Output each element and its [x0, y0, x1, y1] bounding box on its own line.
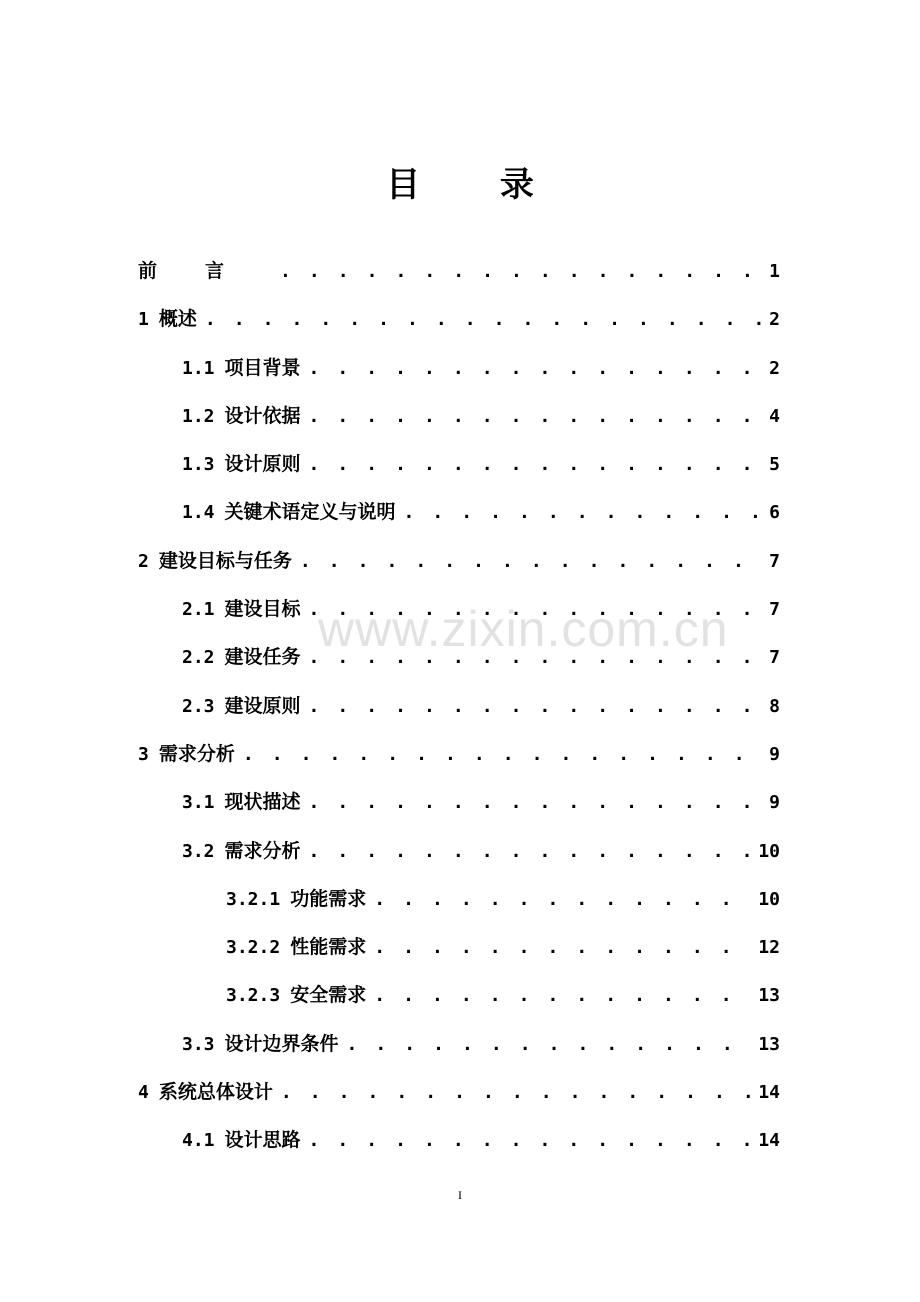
toc-entry-text: 建设目标: [224, 598, 301, 621]
toc-entry-text: 功能需求: [290, 887, 367, 910]
toc-entry[interactable]: [138, 497, 780, 545]
toc-page-number: 7: [769, 647, 780, 669]
toc-entry-number: 2.2: [182, 647, 215, 669]
toc-page-number: 2: [769, 309, 780, 331]
toc-leader-dots: [243, 744, 763, 765]
toc-entry-number: 1.1: [182, 357, 215, 379]
toc-entry-text: 设计依据: [224, 404, 301, 427]
toc-entry-text-char: 前: [138, 260, 206, 282]
toc-page-number: 9: [769, 743, 780, 765]
toc-entry-number: 2.3: [182, 695, 215, 717]
toc-entry[interactable]: [138, 304, 780, 352]
toc-leader-dots: [347, 1034, 753, 1055]
toc-entry-text: 安全需求: [290, 984, 367, 1007]
toc-entry-number: 3.2.3: [226, 985, 281, 1007]
toc-entry[interactable]: [138, 836, 780, 884]
toc-entry-text: 设计边界条件: [224, 1032, 339, 1055]
toc-entry-text: 概述: [158, 308, 197, 331]
toc-leader-dots: [281, 1082, 752, 1103]
toc-leader-dots: [309, 1130, 753, 1151]
toc-page-number: 14: [758, 1130, 780, 1152]
toc-entry[interactable]: [138, 642, 780, 690]
footer-page-number: I: [458, 1188, 462, 1202]
toc-entry-text: 建设目标与任务: [158, 549, 292, 572]
toc-entry-number: 4: [138, 1082, 149, 1104]
toc-entry-text: 建设任务: [224, 646, 301, 669]
toc-entry[interactable]: [138, 980, 780, 1028]
toc-entry[interactable]: [138, 787, 780, 835]
toc-page-number: 7: [769, 550, 780, 572]
toc-entry[interactable]: [138, 932, 780, 980]
toc-page-number: 6: [769, 502, 780, 524]
toc-entry-text: 现状描述: [224, 791, 301, 814]
toc-entry-number: 4.1: [182, 1130, 215, 1152]
toc-entry-text: 需求分析: [224, 839, 301, 862]
toc-entry-text: 关键术语定义与说明: [224, 501, 396, 524]
toc-leader-dots: [280, 261, 763, 282]
toc-page-number: 14: [758, 1082, 780, 1104]
toc-entry-text: 设计原则: [224, 453, 301, 476]
table-of-contents: [138, 256, 780, 1174]
toc-page-number: 10: [758, 888, 780, 910]
toc-entry-number: 3.1: [182, 792, 215, 814]
toc-leader-dots: [309, 454, 764, 475]
toc-entry[interactable]: [138, 546, 780, 594]
toc-page-number: 13: [758, 985, 780, 1007]
toc-entry-text: 系统总体设计: [158, 1081, 273, 1104]
toc-entry-number: 3.2: [182, 840, 215, 862]
toc-page-number: 2: [769, 357, 780, 379]
toc-entry-number: 3.2.1: [226, 888, 281, 910]
toc-page-number: 8: [769, 695, 780, 717]
toc-entry-number: 1.4: [182, 502, 215, 524]
toc-leader-dots: [374, 937, 752, 958]
toc-entry-text: 性能需求: [290, 936, 367, 959]
toc-entry-text-char: 言: [205, 260, 273, 282]
toc-entry[interactable]: [138, 449, 780, 497]
toc-entry-text: [138, 256, 272, 283]
toc-entry[interactable]: [138, 1029, 780, 1077]
toc-entry-number: 3.2.2: [226, 937, 281, 959]
toc-leader-dots: [374, 985, 752, 1006]
toc-leader-dots: [309, 406, 764, 427]
toc-page-number: 13: [758, 1033, 780, 1055]
toc-leader-dots: [205, 309, 763, 330]
toc-title: 目 录: [386, 165, 568, 205]
toc-entry[interactable]: [138, 884, 780, 932]
toc-entry-number: 3: [138, 743, 149, 765]
toc-leader-dots: [309, 841, 753, 862]
toc-entry[interactable]: [138, 1077, 780, 1125]
toc-entry-number: 2: [138, 550, 149, 572]
toc-entry[interactable]: [138, 256, 780, 304]
toc-entry[interactable]: [138, 739, 780, 787]
toc-entry-number: 2.1: [182, 599, 215, 621]
toc-entry[interactable]: [138, 1125, 780, 1173]
toc-entry[interactable]: [138, 594, 780, 642]
toc-leader-dots: [374, 889, 752, 910]
toc-entry-number: 1: [138, 309, 149, 331]
toc-page-number: 4: [769, 405, 780, 427]
toc-page-number: 10: [758, 840, 780, 862]
toc-entry[interactable]: [138, 353, 780, 401]
toc-entry[interactable]: [138, 401, 780, 449]
toc-entry[interactable]: [138, 691, 780, 739]
toc-leader-dots: [309, 358, 764, 379]
toc-entry-text: 项目背景: [224, 356, 301, 379]
toc-entry-number: 1.3: [182, 454, 215, 476]
watermark: www.zixin.com.cn: [318, 601, 729, 657]
toc-leader-dots: [309, 599, 764, 620]
toc-entry-text: 需求分析: [158, 742, 235, 765]
toc-leader-dots: [309, 647, 764, 668]
toc-leader-dots: [300, 551, 763, 572]
toc-page-number: 12: [758, 937, 780, 959]
toc-entry-number: 3.3: [182, 1033, 215, 1055]
toc-page-number: 7: [769, 599, 780, 621]
toc-entry-text: 建设原则: [224, 694, 301, 717]
toc-entry-number: 1.2: [182, 405, 215, 427]
toc-leader-dots: [309, 792, 764, 813]
toc-page-number: 5: [769, 454, 780, 476]
toc-entry-text: 设计思路: [224, 1129, 301, 1152]
toc-leader-dots: [404, 502, 764, 523]
toc-page-number: 9: [769, 792, 780, 814]
toc-leader-dots: [309, 696, 764, 717]
toc-page-number: 1: [769, 261, 780, 282]
